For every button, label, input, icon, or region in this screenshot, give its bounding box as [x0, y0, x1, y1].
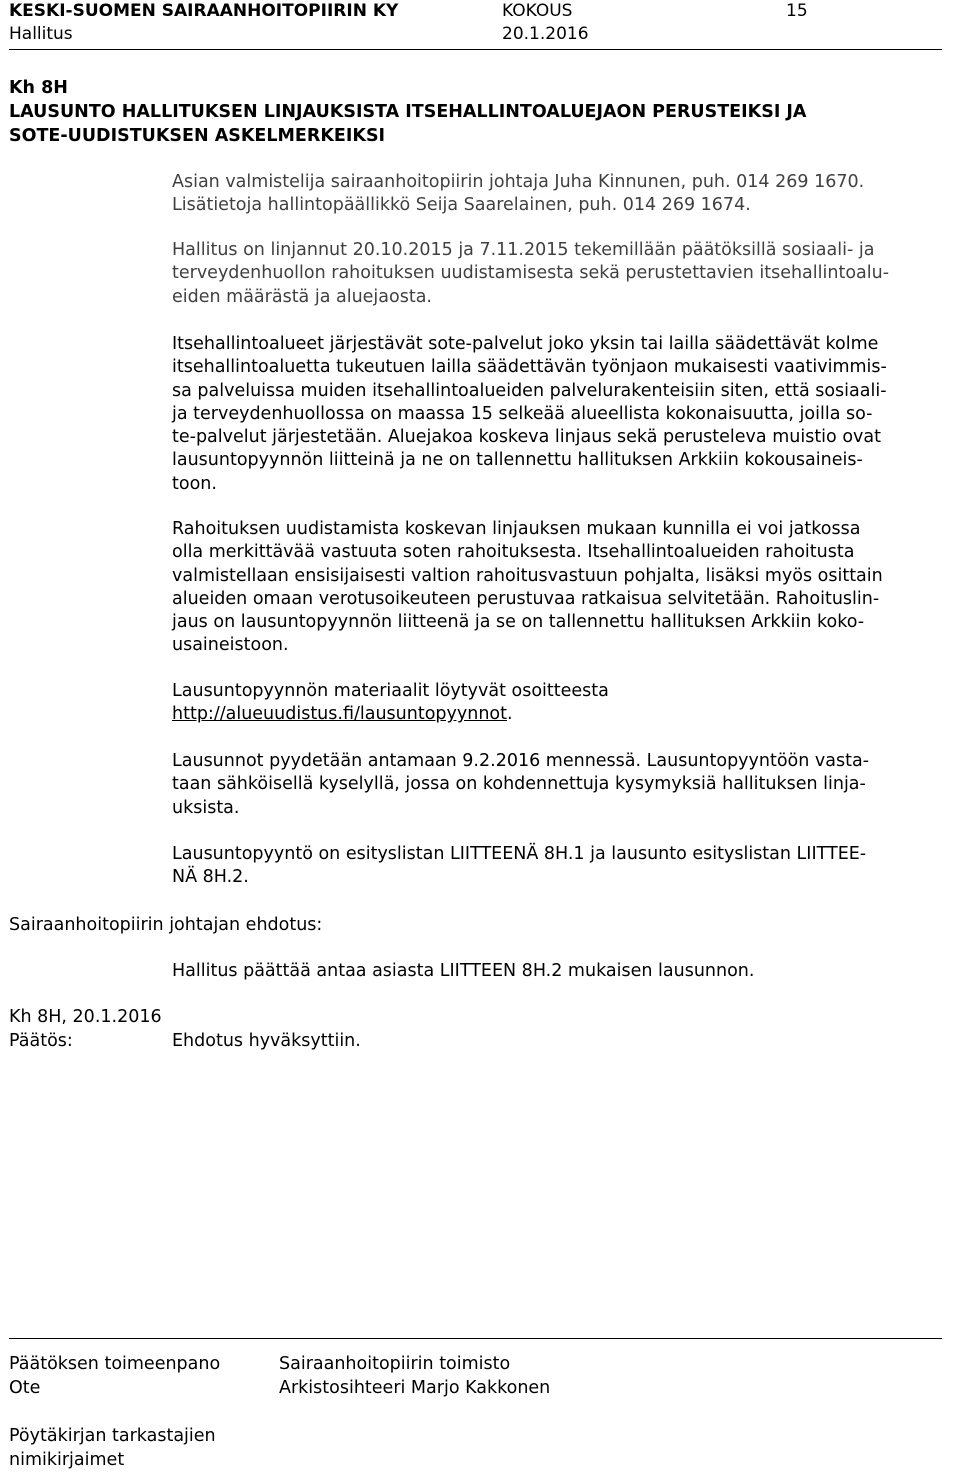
link-suffix: .	[507, 704, 513, 725]
paragraph-3	[172, 518, 932, 658]
paragraph-line: te-palvelut järjestetään. Aluejakoa koskeva linjaus sekä perusteleva muistio ovat	[172, 427, 881, 448]
paragraph-line: jaus on lausuntopyynnön liitteenä ja se on tallennettu hallituksen Arkkiin koko-	[172, 612, 865, 633]
paragraph-6	[172, 843, 932, 890]
section-title-line1: LAUSUNTO HALLITUKSEN LINJAUKSISTA ITSEHALLINTOALUEJAON PERUSTEIKSI JA	[9, 102, 807, 122]
paragraph-line: Hallitus on linjannut 20.10.2015 ja 7.11.2015 tekemillään päätöksillä sosiaali- ja	[172, 240, 875, 260]
decision-reference: Kh 8H, 20.1.2016	[9, 1007, 162, 1027]
paragraph-line: eiden määrästä ja aluejaosta.	[172, 286, 432, 307]
decision-text: Ehdotus hyväksyttiin.	[172, 1031, 361, 1051]
proposal-label: Sairaanhoitopiirin johtajan ehdotus:	[9, 915, 323, 935]
paragraph-line: Lausuntopyynnön materiaalit löytyvät osoitteesta	[172, 681, 609, 701]
link-line	[172, 703, 932, 726]
paragraph-line: taan sähköisellä kyselyllä, jossa on kohdennettuja kysymyksiä hallituksen linja-	[172, 774, 866, 795]
paragraph-line: Lausunnot pyydetään antamaan 9.2.2016 mennessä. Lausuntopyyntöön vasta-	[172, 751, 870, 771]
paragraph-line: sa palveluissa muiden itsehallintoalueiden palvelurakenteisiin siten, että sosiaali-	[172, 380, 887, 401]
decision-label: Päätös:	[9, 1031, 73, 1051]
paragraph-5	[172, 750, 932, 820]
paragraph-1	[172, 239, 932, 309]
meeting-date: 20.1.2016	[502, 24, 589, 44]
paragraph-4	[172, 680, 932, 727]
paragraph-line: valmistellaan ensisijaisesti valtion rahoitusvastuun pohjalta, lisäksi myös osittain	[172, 565, 883, 586]
paragraph-line: NÄ 8H.2.	[172, 867, 249, 888]
footer-initials-label: nimikirjaimet	[9, 1450, 125, 1470]
paragraph-line: itsehallintoaluetta tukeutuen lailla säädettävän työnjaon mukaisesti vaativimmis-	[172, 357, 887, 378]
paragraph-line: toon.	[172, 473, 217, 494]
section-number: Kh 8H	[9, 78, 68, 98]
proposal-text: Hallitus päättää antaa asiasta LIITTEEN 8H.2 mukaisen lausunnon.	[172, 961, 755, 981]
organization-name: KESKI-SUOMEN SAIRAANHOITOPIIRIN KY	[9, 1, 399, 21]
paragraph-line: uksista.	[172, 797, 240, 818]
page-number: 15	[786, 1, 808, 21]
footer-extract-label: Ote	[9, 1378, 41, 1398]
paragraph-2	[172, 333, 932, 496]
footer-divider	[9, 1338, 942, 1339]
materials-link[interactable]: http://alueuudistus.fi/lausuntopyynnot	[172, 704, 507, 725]
contact-info-line: Lisätietoja hallintopäällikkö Seija Saarelainen, puh. 014 269 1674.	[172, 195, 751, 215]
paragraph-line: Rahoituksen uudistamista koskevan linjauksen mukaan kunnilla ei voi jatkossa	[172, 519, 861, 539]
section-title-line2: SOTE-UUDISTUKSEN ASKELMERKEIKSI	[9, 126, 386, 146]
footer-execution-label: Päätöksen toimeenpano	[9, 1354, 221, 1374]
paragraph-line: olla merkittävää vastuuta soten rahoituksesta. Itsehallintoalueiden rahoitusta	[172, 542, 855, 563]
footer-office: Sairaanhoitopiirin toimisto	[279, 1354, 511, 1374]
meeting-type: KOKOUS	[502, 1, 573, 21]
paragraph-line: usaineistoon.	[172, 635, 289, 656]
paragraph-line: lausuntopyynnön liitteinä ja ne on tallennettu hallituksen Arkkiin kokousaineis-	[172, 450, 863, 471]
footer-reviewers-label: Pöytäkirjan tarkastajien	[9, 1426, 216, 1446]
governing-body: Hallitus	[9, 24, 73, 44]
paragraph-line: Itsehallintoalueet järjestävät sote-palvelut joko yksin tai lailla säädettävät kolme	[172, 334, 879, 354]
paragraph-line: alueiden omaan verotusoikeuteen perustuvaa ratkaisua selvitetään. Rahoituslin-	[172, 588, 880, 609]
preparer-line: Asian valmistelija sairaanhoitopiirin johtaja Juha Kinnunen, puh. 014 269 1670.	[172, 172, 865, 192]
header-divider	[9, 49, 942, 50]
paragraph-line: ja terveydenhuollossa on maassa 15 selkeää alueellista kokonaisuutta, joilla so-	[172, 403, 873, 424]
paragraph-line: terveydenhuollon rahoituksen uudistamisesta sekä perustettavien itsehallintoalu-	[172, 263, 890, 284]
footer-archivist: Arkistosihteeri Marjo Kakkonen	[279, 1378, 551, 1398]
paragraph-line: Lausuntopyyntö on esityslistan LIITTEENÄ 8H.1 ja lausunto esityslistan LIITTEE-	[172, 844, 867, 864]
